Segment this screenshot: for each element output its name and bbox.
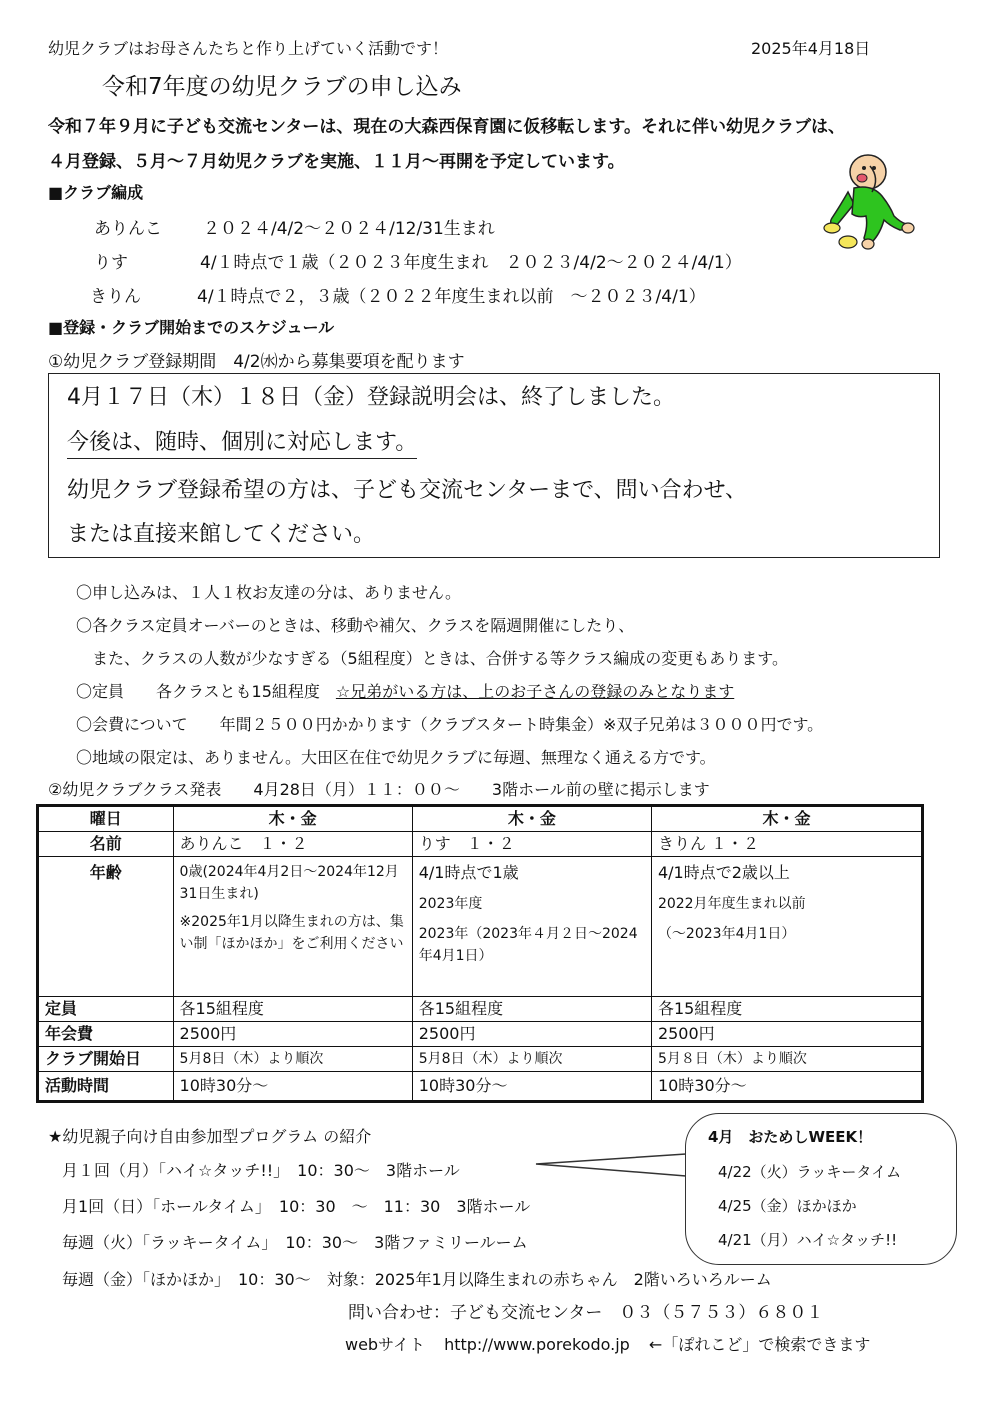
composition-heading: ■クラブ編成 — [48, 183, 144, 202]
age-risu-line-3: 2023年（2023年４月２日～2024年4月1日） — [418, 926, 638, 964]
table-cell: 10時30分～ — [173, 1072, 412, 1102]
table-row-capacity — [38, 997, 923, 1022]
composition-desc-kirin: 4/１時点で２，３歳（２０２２年度生まれ以前 ～２０２３/4/1） — [197, 287, 706, 307]
bubble-item: 4/21（月）ハイ☆タッチ!! — [718, 1231, 898, 1249]
intro-line-1: 令和７年９月に子ども交流センターは、現在の大森西保育園に仮移転します。それに伴い幼児クラブは、 — [48, 117, 845, 137]
notice-line-4: または直接来館してください。 — [67, 522, 376, 547]
table-row-start — [38, 1047, 923, 1072]
row-label-name: 名前 — [38, 832, 174, 857]
notice-line-1: 4月１７日（木）１８日（金）登録説明会は、終了しました。 — [67, 385, 675, 410]
table-cell: 5月８日（木）より順次 — [651, 1047, 922, 1072]
contact-phone: 問い合わせ：子ども交流センター ０３（５７５３）６８０１ — [348, 1303, 824, 1323]
table-cell: 10時30分～ — [651, 1072, 922, 1102]
table-row-day — [38, 806, 923, 832]
program-item: 月１回（月）「ハイ☆タッチ!!」 10：30～ 3階ホール — [62, 1161, 460, 1180]
table-cell — [412, 857, 651, 997]
composition-desc-risu: 4/１時点で１歳（２０２３年度生まれ ２０２３/4/2～２０２４/4/1） — [200, 253, 742, 273]
composition-name-risu: りす — [94, 253, 128, 273]
row-label-fee: 年会費 — [38, 1022, 174, 1047]
table-cell: 木・金 — [412, 806, 651, 832]
class-table — [36, 804, 924, 1103]
table-row-name — [38, 832, 923, 857]
programs-heading: ★幼児親子向け自由参加型プログラム の紹介 — [48, 1127, 372, 1146]
note-one-per-person: 〇申し込みは、１人１枚お友達の分は、ありません。 — [76, 583, 461, 602]
table-cell: 10時30分～ — [412, 1072, 651, 1102]
row-label-start: クラブ開始日 — [38, 1047, 174, 1072]
table-cell: 各15組程度 — [651, 997, 922, 1022]
table-cell: きりん １・２ — [651, 832, 922, 857]
program-item: 毎週（火）「ラッキータイム」 10：30～ 3階ファミリールーム — [62, 1233, 528, 1252]
notice-line-3: 幼児クラブ登録希望の方は、子ども交流センターまで、問い合わせ、 — [67, 478, 748, 503]
table-cell: 2500円 — [651, 1022, 922, 1047]
schedule-step-1: ①幼児クラブ登録期間 4/2㈬から募集要項を配ります — [48, 352, 465, 372]
table-cell: 2500円 — [173, 1022, 412, 1047]
bubble-pointer-joint — [532, 1161, 534, 1171]
age-risu-line-1: 4/1時点で1歳 — [418, 863, 519, 882]
age-arinko-note: ※2025年1月以降生まれの方は、集い制「ほかほか」をご利用ください — [179, 914, 404, 952]
table-cell: 木・金 — [651, 806, 922, 832]
composition-desc-arinko: ２０２４/4/2～２０２４/12/31生まれ — [203, 219, 495, 239]
composition-name-kirin: きりん — [90, 287, 141, 307]
note-capacity — [76, 679, 734, 702]
page-title: 令和7年度の幼児クラブの申し込み — [102, 74, 462, 100]
registration-notice-box — [48, 373, 940, 558]
note-membership-fee: 〇会費について 年間２５００円かかります（クラブスタート時集金）※双子兄弟は３０００円です。 — [76, 715, 824, 734]
tagline: 幼児クラブはお母さんたちと作り上げていく活動です！ — [48, 39, 449, 58]
bubble-item: 4/25（金）ほかほか — [718, 1197, 857, 1215]
note-merge-classes: また、クラスの人数が少なすぎる（5組程度）ときは、合併する等クラス編成の変更もあります。 — [76, 649, 788, 668]
note-region: 〇地域の限定は、ありません。大田区在住で幼児クラブに毎週、無理なく通える方です。 — [76, 748, 716, 767]
table-row-fee — [38, 1022, 923, 1047]
table-cell: 木・金 — [173, 806, 412, 832]
table-cell: 各15組程度 — [173, 997, 412, 1022]
composition-name-arinko: ありんこ — [94, 219, 162, 239]
date: 2025年4月18日 — [751, 39, 871, 58]
bubble-pointer — [532, 1150, 692, 1180]
bubble-title: 4月 おためしWEEK！ — [708, 1128, 873, 1146]
note-over-capacity: 〇各クラス定員オーバーのときは、移動や補欠、クラスを隔週開催にしたり、 — [76, 616, 635, 635]
row-label-capacity: 定員 — [38, 997, 174, 1022]
table-cell: 各15組程度 — [412, 997, 651, 1022]
row-label-time: 活動時間 — [38, 1072, 174, 1102]
schedule-heading: ■登録・クラブ開始までのスケジュール — [48, 318, 335, 337]
schedule-step-2: ②幼児クラブクラス発表 4月28日（月）１１：００～ 3階ホール前の壁に掲示します — [48, 780, 710, 799]
table-cell: 2500円 — [412, 1022, 651, 1047]
age-kirin-line-3: （～2023年4月1日） — [657, 926, 796, 942]
age-kirin-line-2: 2022月年度生まれ以前 — [657, 896, 806, 912]
age-arinko-range: 0歳(2024年4月2日～2024年12月31日生まれ) — [179, 864, 399, 902]
sibling-note: ☆兄弟がいる方は、上のお子さんの登録のみとなります — [335, 682, 735, 701]
trial-week-bubble — [685, 1113, 957, 1265]
age-kirin-line-1: 4/1時点で2歳以上 — [657, 863, 790, 882]
table-row-time — [38, 1072, 923, 1102]
capacity-text: 〇定員 各クラスとも15組程度 — [76, 682, 336, 701]
table-cell: りす １・２ — [412, 832, 651, 857]
web-label: webサイト — [345, 1335, 425, 1354]
notice-line-2: 今後は、随時、個別に対応します。 — [67, 425, 417, 459]
table-cell: 5月8日（木）より順次 — [412, 1047, 651, 1072]
baby-mascot-illustration — [810, 148, 920, 256]
website-link[interactable]: http://www.porekodo.jp — [444, 1335, 630, 1354]
intro-line-2: ４月登録、５月～７月幼児クラブを実施、１１月～再開を予定しています。 — [48, 152, 625, 172]
row-label-day: 曜日 — [38, 806, 174, 832]
program-item: 毎週（金）「ほかほか」 10：30～ 対象：2025年1月以降生まれの赤ちゃん 2階いろいろルーム — [62, 1270, 772, 1289]
search-hint: ←「ぽれこど」で検索できます — [648, 1335, 871, 1354]
age-risu-line-2: 2023年度 — [418, 896, 483, 912]
contact-web — [345, 1332, 870, 1355]
program-item: 月1回（日）「ホールタイム」 10：30 ～ 11：30 3階ホール — [62, 1197, 531, 1216]
table-cell: ありんこ １・２ — [173, 832, 412, 857]
table-row-age — [38, 857, 923, 997]
row-label-age: 年齢 — [38, 857, 174, 997]
table-cell: 5月8日（木）より順次 — [173, 1047, 412, 1072]
bubble-item: 4/22（火）ラッキータイム — [718, 1163, 902, 1181]
table-cell — [651, 857, 922, 997]
table-cell — [173, 857, 412, 997]
